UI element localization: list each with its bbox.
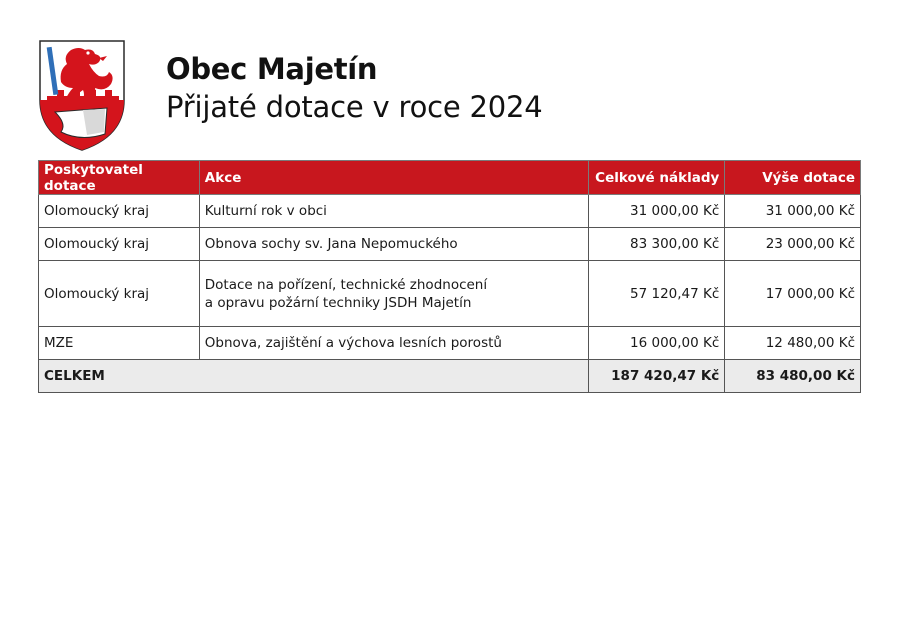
table-row bbox=[39, 261, 861, 327]
total-cost-sum: 187 420,47 Kč bbox=[588, 360, 725, 393]
grant-sum: 83 480,00 Kč bbox=[725, 360, 861, 393]
coat-of-arms bbox=[37, 38, 127, 153]
provider-cell: Olomoucký kraj bbox=[39, 228, 200, 261]
action-cell: Obnova sochy sv. Jana Nepomuckého bbox=[199, 228, 588, 261]
grants-table bbox=[38, 160, 861, 393]
column-header-grant: Výše dotace bbox=[725, 161, 861, 195]
total-row bbox=[39, 360, 861, 393]
grant-cell: 12 480,00 Kč bbox=[725, 327, 861, 360]
coat-of-arms-icon bbox=[37, 38, 127, 153]
action-line-1: Dotace na pořízení, technické zhodnocení bbox=[204, 276, 488, 293]
table-row bbox=[39, 228, 861, 261]
table-header-row bbox=[39, 161, 861, 195]
action-cell bbox=[199, 261, 588, 327]
page-title: Obec Majetín bbox=[166, 52, 378, 86]
column-header-total-cost: Celkové náklady bbox=[588, 161, 725, 195]
action-cell: Kulturní rok v obci bbox=[199, 195, 588, 228]
action-line-2: a opravu požární techniky JSDH Majetín bbox=[204, 294, 472, 311]
total-cost-cell: 16 000,00 Kč bbox=[588, 327, 725, 360]
grant-cell: 23 000,00 Kč bbox=[725, 228, 861, 261]
total-label: CELKEM bbox=[39, 360, 589, 393]
header bbox=[166, 50, 543, 126]
total-cost-cell: 57 120,47 Kč bbox=[588, 261, 725, 327]
provider-cell: Olomoucký kraj bbox=[39, 195, 200, 228]
total-cost-cell: 31 000,00 Kč bbox=[588, 195, 725, 228]
column-header-provider: Poskytovatel dotace bbox=[39, 161, 200, 195]
provider-cell: Olomoucký kraj bbox=[39, 261, 200, 327]
grant-cell: 31 000,00 Kč bbox=[725, 195, 861, 228]
table-row bbox=[39, 327, 861, 360]
page-subtitle: Přijaté dotace v roce 2024 bbox=[166, 90, 543, 124]
table-row bbox=[39, 195, 861, 228]
action-cell: Obnova, zajištění a výchova lesních porostů bbox=[199, 327, 588, 360]
column-header-action: Akce bbox=[199, 161, 588, 195]
grant-cell: 17 000,00 Kč bbox=[725, 261, 861, 327]
provider-cell: MZE bbox=[39, 327, 200, 360]
total-cost-cell: 83 300,00 Kč bbox=[588, 228, 725, 261]
